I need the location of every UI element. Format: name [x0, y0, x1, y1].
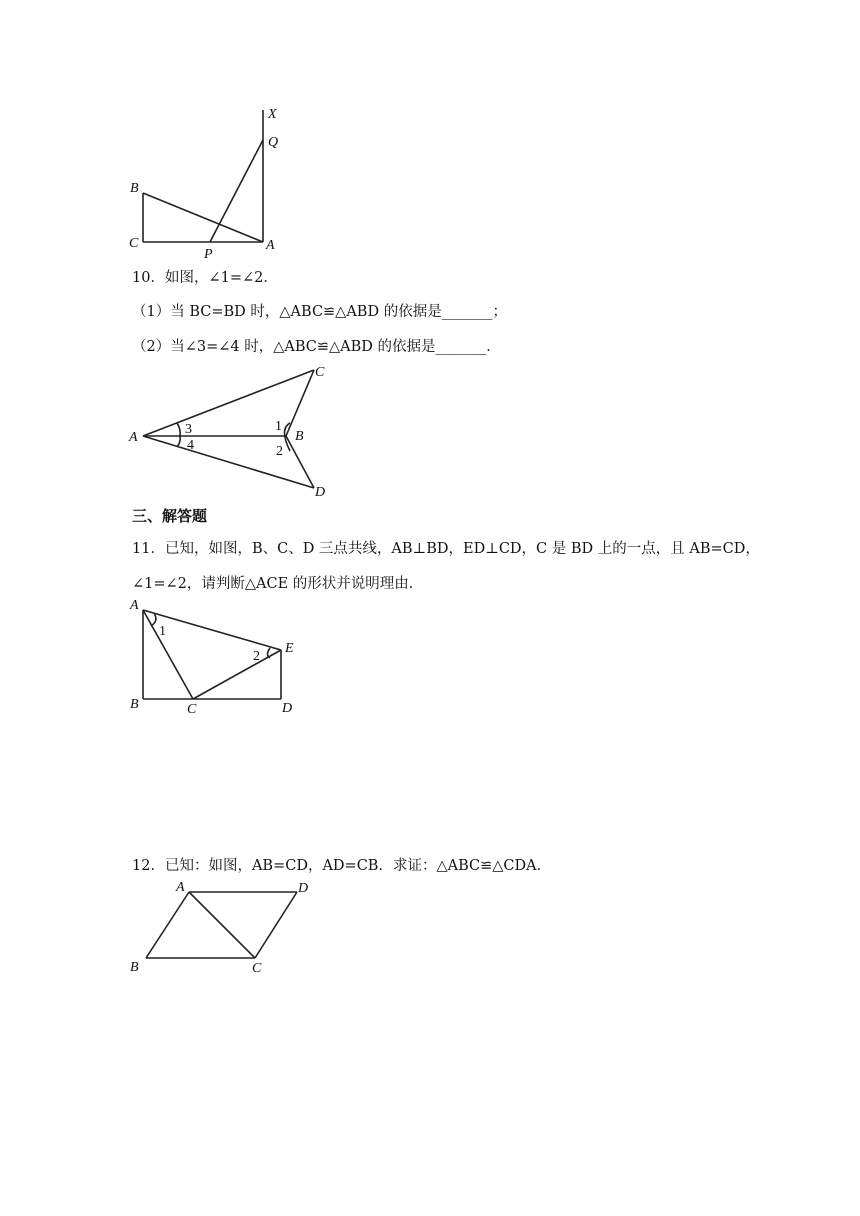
label-b: B: [130, 181, 139, 196]
label-angle-2: 2: [253, 649, 260, 664]
segment-ba: [143, 193, 263, 242]
label-angle-2: 2: [276, 444, 283, 459]
figure-problem-9: [120, 100, 300, 260]
segment-ad: [143, 436, 314, 488]
problem-11-line-2: ∠1=∠2，请判断△ACE 的形状并说明理由．: [132, 576, 424, 592]
label-c: C: [129, 236, 139, 251]
label-a: A: [266, 238, 275, 253]
label-d: D: [298, 881, 309, 896]
label-a: A: [176, 880, 185, 895]
label-a: A: [130, 598, 139, 613]
label-b: B: [130, 960, 139, 975]
segment-ac: [143, 370, 314, 436]
figure-problem-12: [125, 876, 325, 978]
figure-problem-11: [125, 595, 315, 720]
label-angle-1: 1: [159, 624, 166, 639]
segment-ac: [143, 610, 193, 699]
label-angle-1: 1: [275, 419, 282, 434]
problem-11-line-1: 11．已知，如图，B、C、D 三点共线，AB⊥BD，ED⊥CD，C 是 BD 上的一点，且 AB=CD，: [132, 541, 760, 557]
label-e: E: [285, 641, 294, 656]
segment-ab: [146, 892, 189, 958]
problem-12-text: 12．已知：如图，AB=CD，AD=CB．求证：△ABC≌△CDA．: [132, 858, 552, 874]
label-d: D: [315, 485, 326, 500]
label-b: B: [130, 697, 139, 712]
section-heading: 三、解答题: [132, 507, 208, 525]
segment-cd: [255, 892, 297, 958]
label-d: D: [282, 701, 293, 716]
problem-10-stem: 10．如图，∠1=∠2．: [132, 270, 278, 286]
label-p: P: [204, 247, 213, 262]
segment-ac: [189, 892, 255, 958]
label-c: C: [252, 961, 262, 976]
label-a: A: [129, 430, 138, 445]
problem-10-part-2: （2）当∠3=∠4 时，△ABC≌△ABD 的依据是_______．: [132, 339, 501, 355]
arc-angle-4: [177, 436, 180, 447]
segment-pq: [210, 140, 263, 242]
problem-10-part-1: （1）当 BC=BD 时，△ABC≌△ABD 的依据是_______；: [132, 304, 507, 320]
label-x: X: [268, 107, 277, 122]
label-angle-4: 4: [187, 438, 194, 453]
label-b: B: [295, 429, 304, 444]
label-q: Q: [268, 135, 279, 150]
label-c: C: [315, 365, 325, 380]
figure-problem-10: [125, 360, 345, 502]
arc-angle-3: [177, 423, 180, 436]
segment-ce: [193, 650, 281, 699]
label-c: C: [187, 702, 197, 717]
label-angle-3: 3: [185, 422, 192, 437]
